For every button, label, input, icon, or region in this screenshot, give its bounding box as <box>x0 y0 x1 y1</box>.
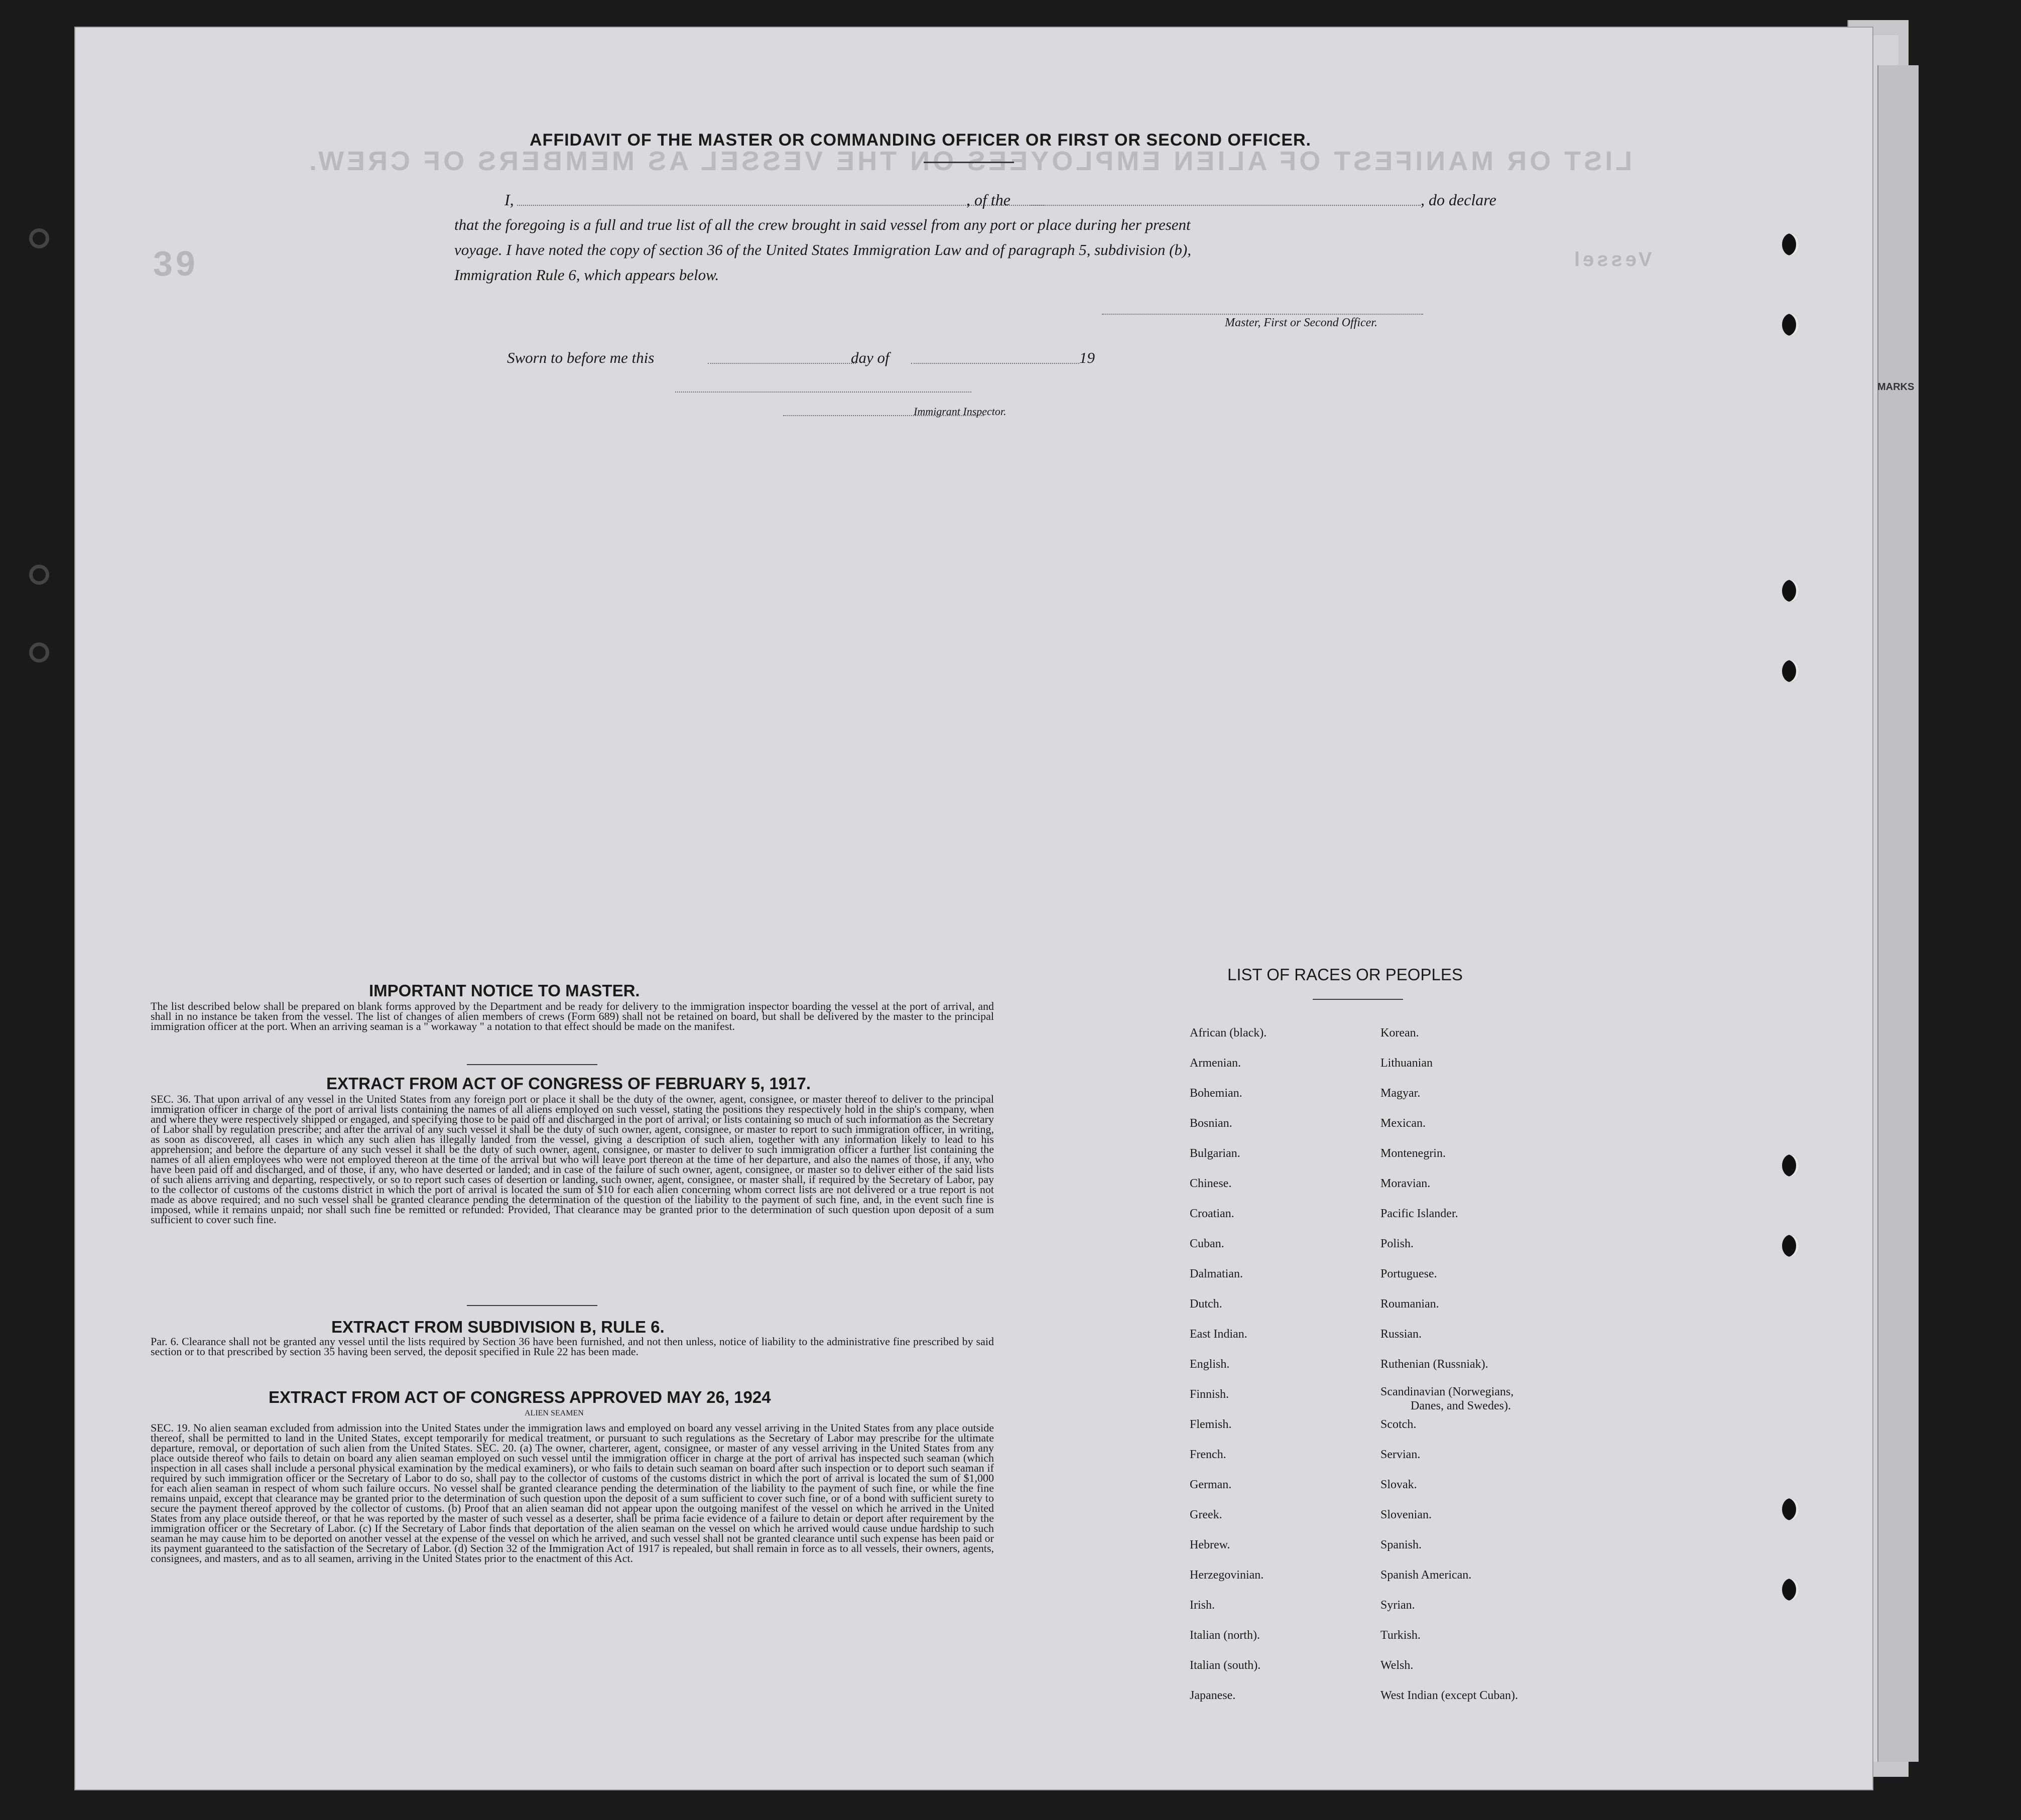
punch-hole <box>1782 1235 1799 1257</box>
affidavit-i: I, <box>504 191 514 209</box>
sworn-day-line <box>708 363 856 364</box>
race-right-item: Roumanian. <box>1380 1297 1439 1311</box>
punch-hole <box>1782 233 1799 255</box>
extract-1917-title: EXTRACT FROM ACT OF CONGRESS OF FEBRUARY 5, 1917. <box>326 1074 811 1093</box>
race-left-item: Chinese. <box>1190 1177 1232 1190</box>
race-right-item: Lithuanian <box>1380 1057 1433 1070</box>
extract-1924-title: EXTRACT FROM ACT OF CONGRESS APPROVED MAY 26, 1924 <box>269 1388 771 1406</box>
affidavit-line-1: that the foregoing is a full and true list of all the crew brought in said vessel from any port or place during her present <box>454 216 1191 233</box>
race-right-item: Russian. <box>1380 1328 1422 1341</box>
sworn-label: Sworn to before me this <box>507 349 655 366</box>
race-left-item: Hebrew. <box>1190 1538 1230 1551</box>
race-left-item: Finnish. <box>1190 1388 1229 1401</box>
races-title: LIST OF RACES OR PEOPLES <box>1227 965 1463 984</box>
races-title-rule <box>1313 999 1403 1000</box>
race-left-item: Bohemian. <box>1190 1087 1242 1100</box>
punch-hole <box>1782 1498 1799 1520</box>
race-left-item: Armenian. <box>1190 1057 1241 1070</box>
extract-rule6-title: EXTRACT FROM SUBDIVISION B, RULE 6. <box>331 1318 665 1336</box>
race-left-item: Italian (south). <box>1190 1659 1261 1672</box>
race-right-item: Pacific Islander. <box>1380 1207 1458 1220</box>
race-left-item: East Indian. <box>1190 1328 1247 1341</box>
divider <box>467 1305 597 1306</box>
punch-hole <box>1782 1579 1799 1601</box>
race-right-item: Montenegrin. <box>1380 1147 1446 1160</box>
race-right-item: Korean. <box>1380 1026 1419 1039</box>
race-left-item: Herzegovinian. <box>1190 1569 1264 1582</box>
affidavit-of-the: , of the <box>966 191 1010 209</box>
divider <box>467 1064 597 1065</box>
document-page <box>75 28 1915 1789</box>
inspector-label: Immigrant Inspector. <box>914 405 1006 418</box>
notice-text: The list described below shall be prepared on blank forms approved by the Department and be ready for delivery to the immigration inspector boarding the vessel at the port of arrival, and shall in no instance be taken from the vessel. The list of changes of alien members of crews (Form 689) shall not be retained on board, but shall be delivered by the master to the principal immigration officer at the port. When an arriving seaman is a " workaway " a notation to that effect should be made on the manifest. <box>151 1000 994 1032</box>
race-right-item: Polish. <box>1380 1237 1414 1250</box>
race-left-item: Cuban. <box>1190 1237 1224 1250</box>
race-left-item: Bulgarian. <box>1190 1147 1240 1160</box>
punch-hole <box>1782 1154 1799 1177</box>
marks-label: MARKS <box>1877 381 1915 393</box>
race-right-item: Servian. <box>1380 1448 1421 1461</box>
punch-hole <box>1782 314 1799 336</box>
vessel-blank-line <box>1029 205 1421 206</box>
race-left-item: Dutch. <box>1190 1297 1222 1311</box>
year-label: 19 <box>1079 349 1095 366</box>
binder-ring <box>29 565 49 585</box>
affidavit-do-declare: , do declare <box>1421 191 1496 209</box>
race-right-item: Moravian. <box>1380 1177 1431 1190</box>
race-right-item: Slovenian. <box>1380 1508 1432 1521</box>
race-right-item: Ruthenian (Russniak). <box>1380 1358 1488 1371</box>
stacked-page-edge <box>1877 65 1919 1762</box>
title-rule <box>924 162 1014 163</box>
race-right-item: Scotch. <box>1380 1418 1417 1431</box>
race-right-item: Mexican. <box>1380 1117 1426 1130</box>
faded-page-number: 39 <box>153 244 198 283</box>
race-right-item: Spanish American. <box>1380 1569 1472 1582</box>
affidavit-line-3: Immigration Rule 6, which appears below. <box>454 266 719 284</box>
binder-ring <box>29 228 49 248</box>
race-right-item: Scandinavian (Norwegians, <box>1380 1385 1514 1398</box>
extract-1917-text: SEC. 36. That upon arrival of any vessel in the United States from any foreign port or place it shall be the duty of the owner, agent, consignee, or master thereof to deliver to the principal immigration officer in charge of the port of arrival lists containing the names of all aliens employed on such vessel, stating the positions they respectively hold in the ship's company, when and where they were respectively shipped or engaged, and specifying those to be paid off and discharged in the port of arrival; or lists containing so much of such information as the Secretary of Labor shall by regulation prescribe; and after the arrival of any such vessel it shall be the duty of such owner, agent, consignee, or master to report to such immigration officer, in writing, as soon as discovered, all cases in which any such alien has illegally landed from the vessel, giving a description of such alien, together with any information likely to lead to his apprehension; and before the departure of any such vessel it shall be the duty of such owner, agent, consignee, or master to deliver to such immigration officer a further list containing the names of all alien employees who were not employed thereon at the time of the arrival but who will leave port thereon at the time of her departure, and also the names of those, if any, who have been paid off and discharged, and of those, if any, who have deserted or landed; and in case of the failure of such owner, agent, consignee, or master so to deliver either of the said lists of such aliens arriving and departing, respectively, or so to report such cases of desertion or landing, such owner, agent, consignee, or master shall, if required by the Secretary of Labor, pay to the collector of customs of the customs district in which the port of arrival is located the sum of $10 for each alien concerning whom correct lists are not delivered or a true report is not made as above required; and no such vessel shall be granted clearance pending the determination of the question of the liability to the payment of such fine, and, in the event such fine is imposed, while it remains unpaid; nor shall such fine be remitted or refunded: Provided, That clearance may be granted prior to the determination of such question upon deposit of a sum sufficient to cover such fine. <box>151 1093 994 1226</box>
race-left-item: Bosnian. <box>1190 1117 1232 1130</box>
race-right-item: Turkish. <box>1380 1629 1421 1642</box>
affidavit-line-2: voyage. I have noted the copy of section 36 of the United States Immigration Law and of paragraph 5, subdivision (b), <box>454 241 1191 258</box>
race-left-item: Croatian. <box>1190 1207 1234 1220</box>
notice-title: IMPORTANT NOTICE TO MASTER. <box>369 981 640 1000</box>
race-right-item: Syrian. <box>1380 1599 1415 1612</box>
race-left-item: French. <box>1190 1448 1226 1461</box>
master-signature-line <box>1102 314 1423 315</box>
race-left-item: Italian (north). <box>1190 1629 1260 1642</box>
master-signature-label: Master, First or Second Officer. <box>1225 316 1377 329</box>
race-left-item: German. <box>1190 1478 1232 1491</box>
race-right-item: West Indian (except Cuban). <box>1380 1689 1518 1702</box>
extract-rule6-text: Par. 6. Clearance shall not be granted any vessel until the lists required by Section 36 have been furnished, and not then unless, notice of liability to the administrative fine prescribed by said section or to that prescribed by section 35 having been served, the deposit specified in Rule 22 has been made. <box>151 1335 994 1358</box>
race-left-item: Japanese. <box>1190 1689 1236 1702</box>
faded-list-title: LIST OR MANIFEST OF ALIEN EMPLOYEES ON THE VESSEL AS MEMBERS OF CREW. <box>306 146 1632 176</box>
race-right-item: Magyar. <box>1380 1087 1421 1100</box>
faded-vessel-label: Vessel <box>1571 248 1652 271</box>
extract-1924-text: SEC. 19. No alien seaman excluded from admission into the United States under the immigration laws and employed on board any vessel arriving in the United States from any place outside thereof, shall be permitted to land in the United States, except temporarily for medical treatment, or pursuant to such regulations as the Secretary of Labor may prescribe for the ultimate departure, removal, or deportation of such alien from the United States. SEC. 20. (a) The owner, charterer, agent, consignee, or master of any vessel arriving in the United States from any place outside thereof who fails to detain on board any alien seaman employed on such vessel until the immigration officer in charge at the port of arrival has inspected such seaman (which inspection in all cases shall include a personal physical examination by the medical examiners), or who fails to detain such seaman on board after such inspection or to deport such seaman if required by such immigration officer or the Secretary of Labor to do so, shall pay to the collector of customs of the customs district in which the port of arrival is located the sum of $1,000 for each alien seaman in respect of whom such failure occurs. No vessel shall be granted clearance pending the determination of the liability to the payment of such fine, or while the fine remains unpaid, except that clearance may be granted prior to the determination of such question upon the deposit of a sum sufficient to cover such fine, or of a bond with sufficient surety to secure the payment thereof approved by the collector of customs. (b) Proof that an alien seaman did not appear upon the outgoing manifest of the vessel on which he arrived in the United States from any place outside thereof, or that he was reported by the master of such vessel as a deserter, shall be prima facie evidence of a failure to detain or deport after requirement by the immigration officer or the Secretary of Labor. (c) If the Secretary of Labor finds that deportation of the alien seaman on the vessel on which he arrived would cause undue hardship to such seaman he may cause him to be deported on another vessel at the expense of the vessel on which he arrived, and such vessel shall not be granted clearance until such expense has been paid or its payment guaranteed to the satisfaction of the Secretary of Labor. (d) Section 32 of the Immigration Act of 1917 is repealed, but shall remain in force as to all vessels, their owners, agents, consignees, and masters, and as to all seamen, arriving in the United States prior to the enactment of this Act. <box>151 1421 994 1565</box>
race-right-item: Spanish. <box>1380 1538 1422 1551</box>
day-of-label: day of <box>851 349 890 366</box>
race-right-item-continued: Danes, and Swedes). <box>1411 1399 1511 1412</box>
sworn-month-line <box>911 363 1079 364</box>
race-left-item: English. <box>1190 1358 1230 1371</box>
extract-1924-subtitle: ALIEN SEAMEN <box>525 1409 584 1417</box>
punch-hole <box>1782 660 1799 682</box>
race-left-item: Greek. <box>1190 1508 1222 1521</box>
race-right-item: Portuguese. <box>1380 1267 1437 1280</box>
binder-ring <box>29 642 49 663</box>
name-blank-line <box>517 205 1044 206</box>
race-right-item: Welsh. <box>1380 1659 1414 1672</box>
affidavit-title: AFFIDAVIT OF THE MASTER OR COMMANDING OFFICER OR FIRST OR SECOND OFFICER. <box>530 131 1311 150</box>
race-right-item: Slovak. <box>1380 1478 1417 1491</box>
punch-hole <box>1782 580 1799 602</box>
inspector-line-1 <box>675 392 971 393</box>
race-left-item: African (black). <box>1190 1026 1267 1039</box>
race-left-item: Irish. <box>1190 1599 1215 1612</box>
race-left-item: Dalmatian. <box>1190 1267 1243 1280</box>
race-left-item: Flemish. <box>1190 1418 1232 1431</box>
